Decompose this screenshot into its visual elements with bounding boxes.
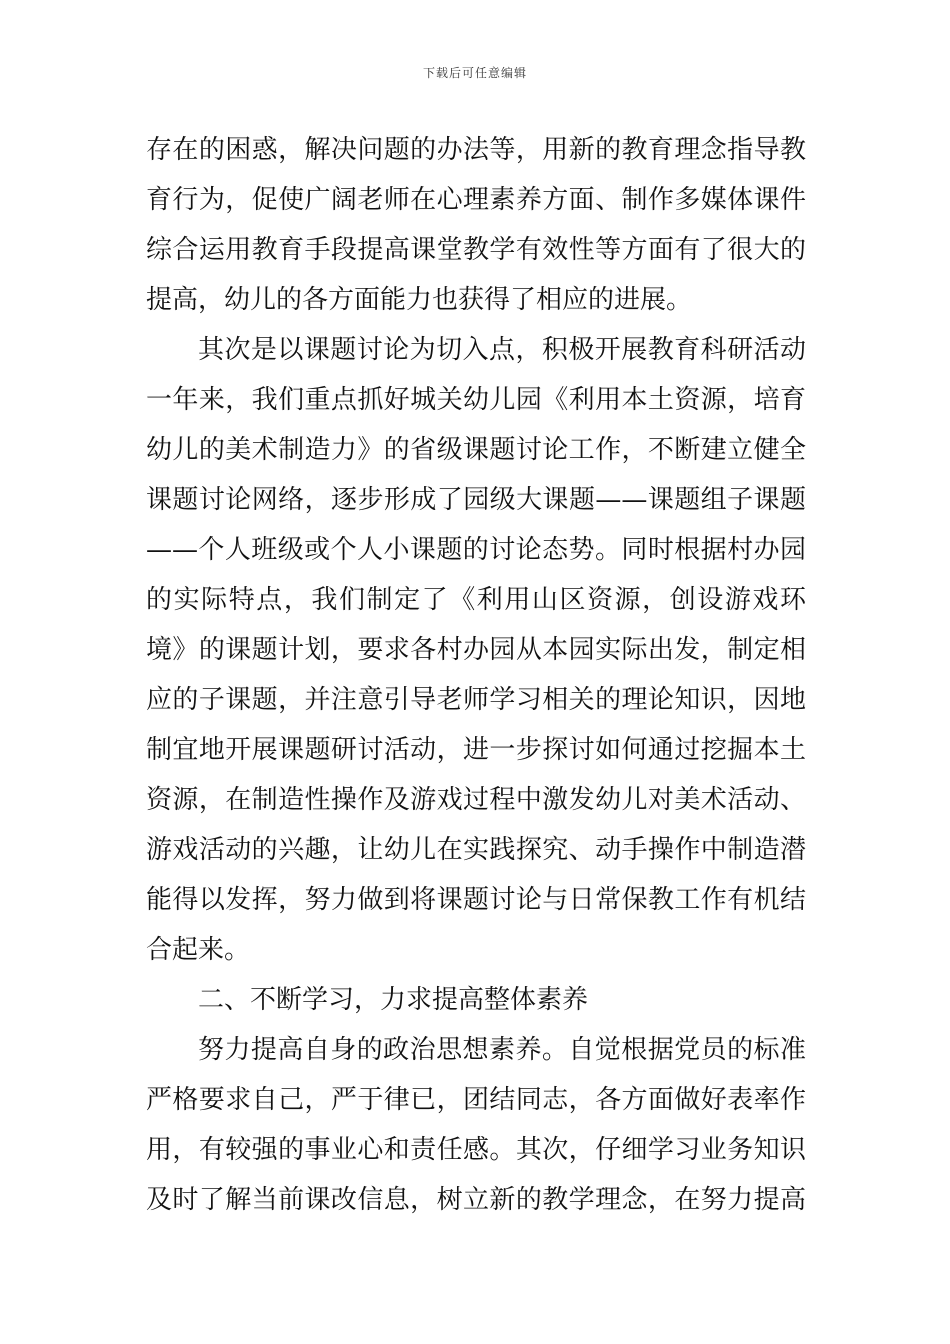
text-line: 制宜地开展课题研讨活动，进一步探讨如何通过挖掘本土 xyxy=(146,735,806,765)
text-line: 合起来。 xyxy=(146,935,251,965)
text-line: 综合运用教育手段提高课堂教学有效性等方面有了很大的 xyxy=(146,235,806,265)
text-line: 及时了解当前课改信息，树立新的教学理念，在努力提高 xyxy=(146,1185,806,1215)
header-note: 下载后可任意编辑 xyxy=(422,66,527,80)
body-text xyxy=(146,125,806,1225)
text-line: 用，有较强的事业心和责任感。其次，仔细学习业务知识 xyxy=(146,1135,806,1165)
text-line: 的实际特点，我们制定了《利用山区资源，创设游戏环 xyxy=(146,585,806,615)
text-line: 存在的困惑，解决问题的办法等，用新的教育理念指导教 xyxy=(146,135,806,165)
text-line: 游戏活动的兴趣，让幼儿在实践探究、动手操作中制造潜 xyxy=(146,835,806,865)
paragraph-start-line: 努力提高自身的政治思想素养。自觉根据党员的标准 xyxy=(198,1035,806,1065)
text-line: 应的子课题，并注意引导老师学习相关的理论知识，因地 xyxy=(146,685,806,715)
text-line: 课题讨论网络，逐步形成了园级大课题——课题组子课题 xyxy=(146,485,806,515)
text-line: 严格要求自己，严于律已，团结同志，各方面做好表率作 xyxy=(146,1085,806,1115)
text-line: ——个人班级或个人小课题的讨论态势。同时根据村办园 xyxy=(146,535,806,565)
text-line: 境》的课题计划，要求各村办园从本园实际出发，制定相 xyxy=(146,635,806,665)
text-line: 一年来，我们重点抓好城关幼儿园《利用本土资源，培育 xyxy=(146,385,806,415)
text-line: 资源，在制造性操作及游戏过程中激发幼儿对美术活动、 xyxy=(146,785,806,815)
paragraph-start-line: 其次是以课题讨论为切入点，积极开展教育科研活动 xyxy=(198,335,806,365)
text-line: 提高，幼儿的各方面能力也获得了相应的进展。 xyxy=(146,285,693,315)
text-line: 能得以发挥，努力做到将课题讨论与日常保教工作有机结 xyxy=(146,885,806,915)
text-line: 幼儿的美术制造力》的省级课题讨论工作，不断建立健全 xyxy=(146,435,806,465)
section-heading: 二、不断学习，力求提高整体素养 xyxy=(198,985,589,1015)
text-line: 育行为，促使广阔老师在心理素养方面、制作多媒体课件 xyxy=(146,185,806,215)
